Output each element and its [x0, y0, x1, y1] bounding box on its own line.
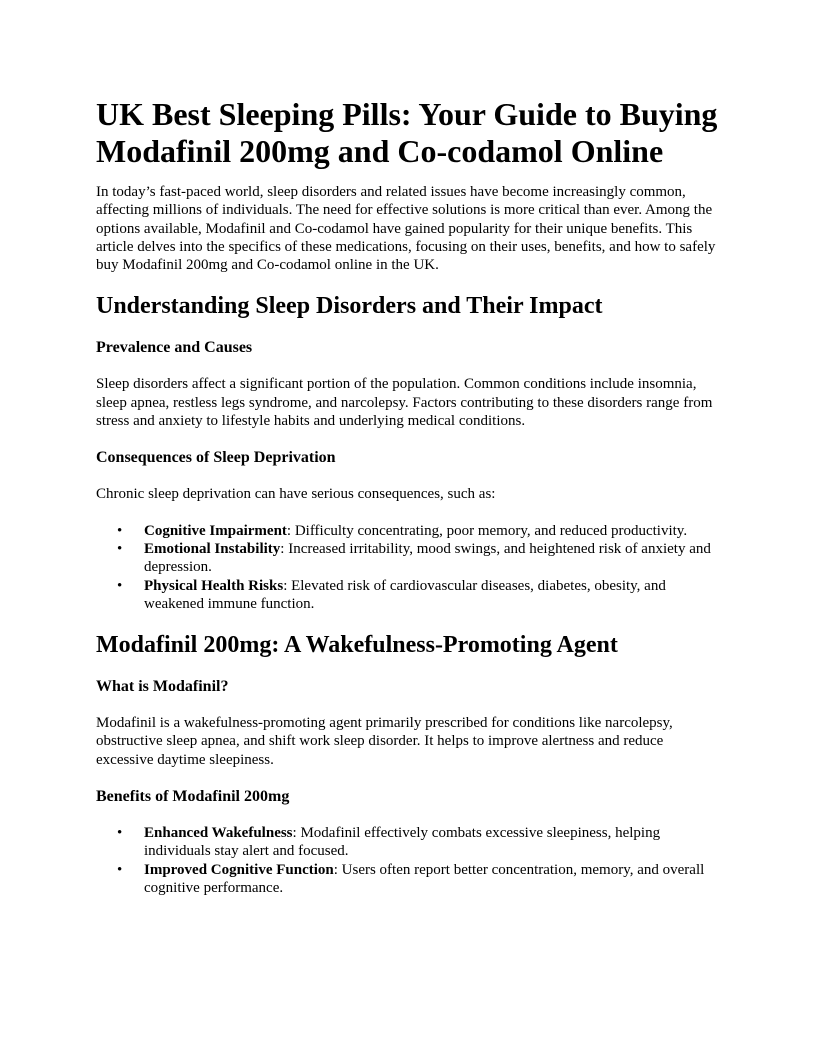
list-item: [117, 577, 722, 614]
list-item: [117, 540, 722, 577]
intro-paragraph: In today’s fast-paced world, sleep disorders and related issues have become increasingly common, affecting millions of individuals. The need for effective solutions is more critical than ever. Among the options available, Modafinil and Co-codamol have gained popularity for their unique benefits. This article delves into the specifics of these medications, focusing on their uses, benefits, and how to safely buy Modafinil 200mg and Co-codamol online in the UK.: [96, 184, 716, 274]
list-item-desc: : Users often report better concentration, memory, and overall cognitive performance.: [144, 861, 705, 896]
list-item: [117, 824, 722, 861]
subheading-benefits: Benefits of Modafinil 200mg: [96, 788, 290, 806]
list-item-term: Cognitive Impairment: [144, 522, 287, 539]
bullet-icon: •: [117, 825, 123, 842]
list-item-term: Improved Cognitive Function: [144, 861, 334, 878]
bullet-icon: •: [117, 861, 123, 878]
list-item: [117, 522, 722, 540]
consequences-paragraph: Chronic sleep deprivation can have serious consequences, such as:: [96, 486, 496, 503]
bullet-icon: •: [117, 577, 123, 594]
bullet-icon: •: [117, 522, 123, 539]
list-item-desc: : Increased irritability, mood swings, and heightened risk of anxiety and depression.: [144, 540, 711, 576]
section-heading-modafinil: Modafinil 200mg: A Wakefulness-Promoting Agent: [96, 632, 618, 659]
subheading-what-is-modafinil: What is Modafinil?: [96, 678, 229, 696]
page-title: UK Best Sleeping Pills: Your Guide to Buying Modafinil 200mg and Co-codamol Online: [96, 96, 718, 169]
consequences-list: [96, 522, 722, 613]
bullet-icon: •: [117, 540, 123, 557]
subheading-consequences: Consequences of Sleep Deprivation: [96, 449, 336, 467]
list-item-desc: : Modafinil effectively combats excessive sleepiness, helping individuals stay alert and focused.: [144, 825, 661, 860]
subheading-prevalence: Prevalence and Causes: [96, 339, 253, 357]
document-page: [96, 96, 722, 915]
list-item-term: Enhanced Wakefulness: [144, 825, 293, 842]
list-item-term: Emotional Instability: [144, 540, 281, 557]
list-item-term: Physical Health Risks: [144, 577, 284, 594]
modafinil-paragraph: Modafinil is a wakefulness-promoting agent primarily prescribed for conditions like narcolepsy, obstructive sleep apnea, and shift work sleep disorder. It helps to improve alertness and reduce excessive daytime sleepiness.: [96, 715, 673, 768]
section-heading-sleep-disorders: Understanding Sleep Disorders and Their Impact: [96, 293, 603, 320]
benefits-list: [96, 824, 722, 897]
list-item-desc: : Difficulty concentrating, poor memory, and reduced productivity.: [286, 522, 688, 539]
list-item: [117, 861, 722, 898]
prevalence-paragraph: Sleep disorders affect a significant portion of the population. Common conditions include insomnia, sleep apnea, restless legs syndrome, and narcolepsy. Factors contributing to these disorders range from stress and anxiety to lifestyle habits and underlying medical conditions.: [96, 376, 713, 430]
list-item-desc: : Elevated risk of cardiovascular diseases, diabetes, obesity, and weakened immune function.: [144, 577, 666, 612]
